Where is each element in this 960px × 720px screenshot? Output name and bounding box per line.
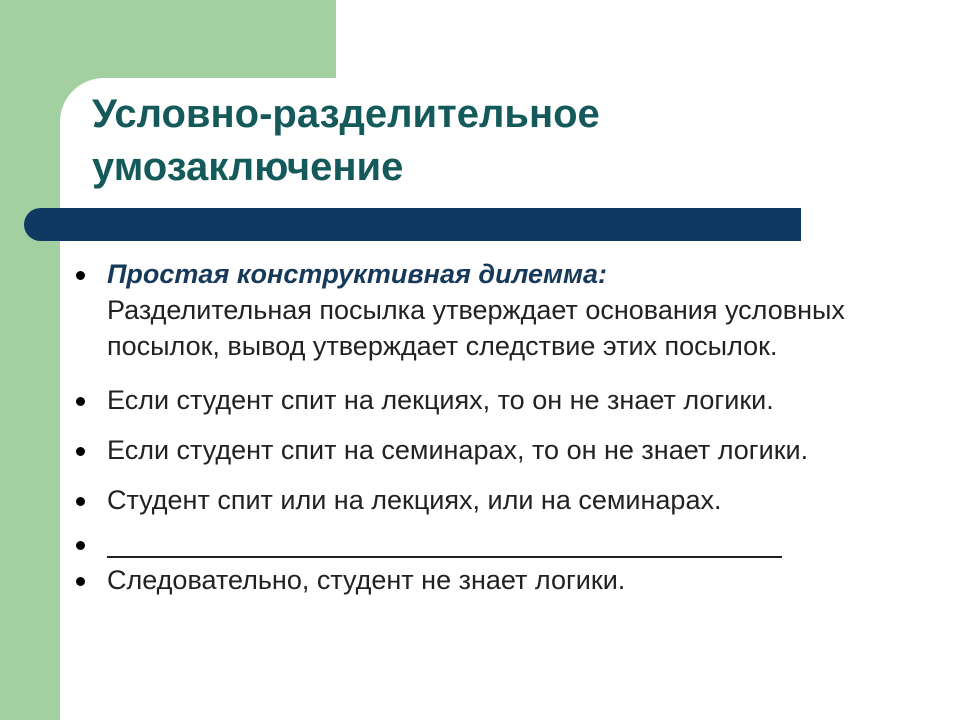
slide-title: Условно-разделительное умозаключение [92,92,600,189]
bullet-dot-icon [76,577,85,586]
bullet-dot-icon [76,497,85,506]
blank-underline [107,526,782,558]
bullet-text: Если студент спит на лекциях, то он не знает логики. [107,385,774,415]
bullet-item-either [76,482,916,518]
bullet-item-blank [76,526,916,558]
bullet-item-conclusion [76,562,916,598]
bullet-text: Следовательно, студент не знает логики. [107,565,626,595]
bullet-dot-icon [76,541,85,550]
bullet-text: Студент спит или на лекциях, или на семинарах. [107,485,722,515]
bullet-dot-icon [76,271,85,280]
title-underline-bar [24,208,801,241]
bullet-dot-icon [76,447,85,456]
bullet-dot-icon [76,397,85,406]
bullet-item-lectures [76,382,916,418]
bullet-list [76,256,916,598]
bullet-heading: Простая конструктивная дилемма: [107,259,607,289]
bullet-text: Если студент спит на семинарах, то он не знает логики. [107,435,809,465]
bullet-item-dilemma [76,256,916,364]
bullet-item-seminars [76,432,916,468]
bullet-text: Разделительная посылка утверждает основания условных посылок, вывод утверждает следствие этих посылок. [107,295,845,361]
